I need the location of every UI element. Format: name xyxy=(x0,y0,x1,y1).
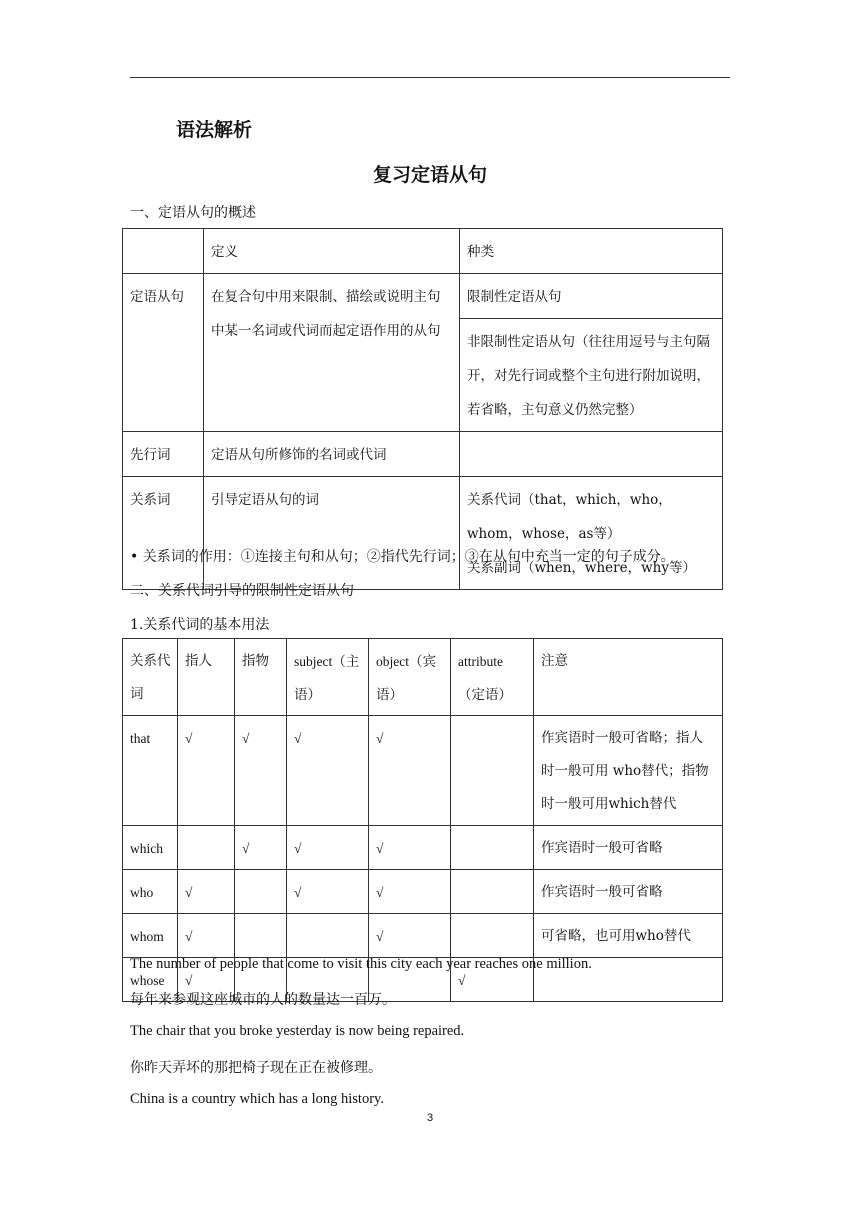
page-number: 3 xyxy=(426,1112,434,1124)
header-cell: subject（主语） xyxy=(287,639,369,716)
table-header-row xyxy=(123,229,723,274)
example-translation: 你昨天弄坏的那把椅子现在正在被修理。 xyxy=(130,1060,382,1076)
overview-table xyxy=(122,228,723,590)
cell-attribute xyxy=(451,914,534,958)
header-cell-empty xyxy=(123,229,204,274)
example-sentence: The number of people that come to visit this city each year reaches one million. xyxy=(130,956,592,972)
cell-person xyxy=(178,826,235,870)
row-type: 限制性定语从句 xyxy=(460,274,723,319)
cell-attribute xyxy=(451,870,534,914)
table-row xyxy=(123,716,723,826)
cell-word: whose xyxy=(123,958,178,1002)
header-cell: 指人 xyxy=(178,639,235,716)
section2-heading: 二、关系代词引导的限制性定语从句 xyxy=(130,583,354,599)
example-sentence: The chair that you broke yesterday is now being repaired. xyxy=(130,1023,465,1039)
cell-word: which xyxy=(123,826,178,870)
cell-person: √ xyxy=(178,914,235,958)
cell-attribute xyxy=(451,826,534,870)
header-cell: 关系代词 xyxy=(123,639,178,716)
cell-note: 作宾语时一般可省略 xyxy=(534,826,723,870)
row-type xyxy=(460,477,723,590)
note-line: • 关系词的作用：①连接主句和从句；②指代先行词；③在从句中充当一定的句子成分。 xyxy=(130,549,675,565)
cell-word: that xyxy=(123,716,178,826)
header-rule xyxy=(130,77,730,78)
cell-thing xyxy=(235,870,287,914)
row-label: 先行词 xyxy=(123,432,204,477)
table-row xyxy=(123,432,723,477)
cell-object: √ xyxy=(369,870,451,914)
page-title: 复习定语从句 xyxy=(372,164,487,186)
row-label: 关系词 xyxy=(123,477,204,590)
row-definition: 定语从句所修饰的名词或代词 xyxy=(204,432,460,477)
header-cell: 指物 xyxy=(235,639,287,716)
row-label: 定语从句 xyxy=(123,274,204,432)
cell-object: √ xyxy=(369,716,451,826)
row-type xyxy=(460,432,723,477)
cell-object: √ xyxy=(369,914,451,958)
cell-subject: √ xyxy=(287,870,369,914)
cell-subject xyxy=(287,914,369,958)
table-header-row xyxy=(123,639,723,716)
section1-heading: 一、定语从句的概述 xyxy=(130,205,256,221)
relative-adverbs: 关系副词（when，where，why等） xyxy=(467,560,696,576)
cell-subject: √ xyxy=(287,826,369,870)
section-heading: 语法解析 xyxy=(176,119,253,141)
table-row xyxy=(123,870,723,914)
header-cell: 注意 xyxy=(534,639,723,716)
table-row xyxy=(123,274,723,319)
cell-word: whom xyxy=(123,914,178,958)
example-translation: 每年来参观这座城市的人的数量达一百万。 xyxy=(130,992,396,1008)
table-row xyxy=(123,826,723,870)
cell-note: 可省略，也可用who替代 xyxy=(534,914,723,958)
cell-thing xyxy=(235,914,287,958)
cell-person: √ xyxy=(178,716,235,826)
row-type: 非限制性定语从句（往往用逗号与主句隔开，对先行词或整个主句进行附加说明，若省略，主句意义仍然完整） xyxy=(460,319,723,432)
example-sentence: China is a country which has a long history. xyxy=(130,1091,384,1107)
cell-object: √ xyxy=(369,826,451,870)
cell-attribute: √ xyxy=(451,958,534,1002)
cell-note: 作宾语时一般可省略；指人时一般可用 who替代；指物时一般可用which替代 xyxy=(534,716,723,826)
header-cell: object（宾语） xyxy=(369,639,451,716)
row-definition: 引导定语从句的词 xyxy=(204,477,460,590)
table-row xyxy=(123,914,723,958)
cell-note: 作宾语时一般可省略 xyxy=(534,870,723,914)
subsection-heading: 1.关系代词的基本用法 xyxy=(130,617,270,633)
cell-person: √ xyxy=(178,870,235,914)
header-cell-definition: 定义 xyxy=(204,229,460,274)
header-cell-type: 种类 xyxy=(460,229,723,274)
cell-thing: √ xyxy=(235,716,287,826)
cell-word: who xyxy=(123,870,178,914)
cell-person: √ xyxy=(178,958,235,1002)
relative-pronouns: 关系代词（that，which，who，whom，whose，as等） xyxy=(467,492,672,542)
table-row xyxy=(123,477,723,590)
pronoun-usage-table xyxy=(122,638,723,1002)
header-cell: attribute（定语） xyxy=(451,639,534,716)
cell-attribute xyxy=(451,716,534,826)
cell-thing: √ xyxy=(235,826,287,870)
cell-subject: √ xyxy=(287,716,369,826)
row-definition: 在复合句中用来限制、描绘或说明主句中某一名词或代词而起定语作用的从句 xyxy=(204,274,460,432)
